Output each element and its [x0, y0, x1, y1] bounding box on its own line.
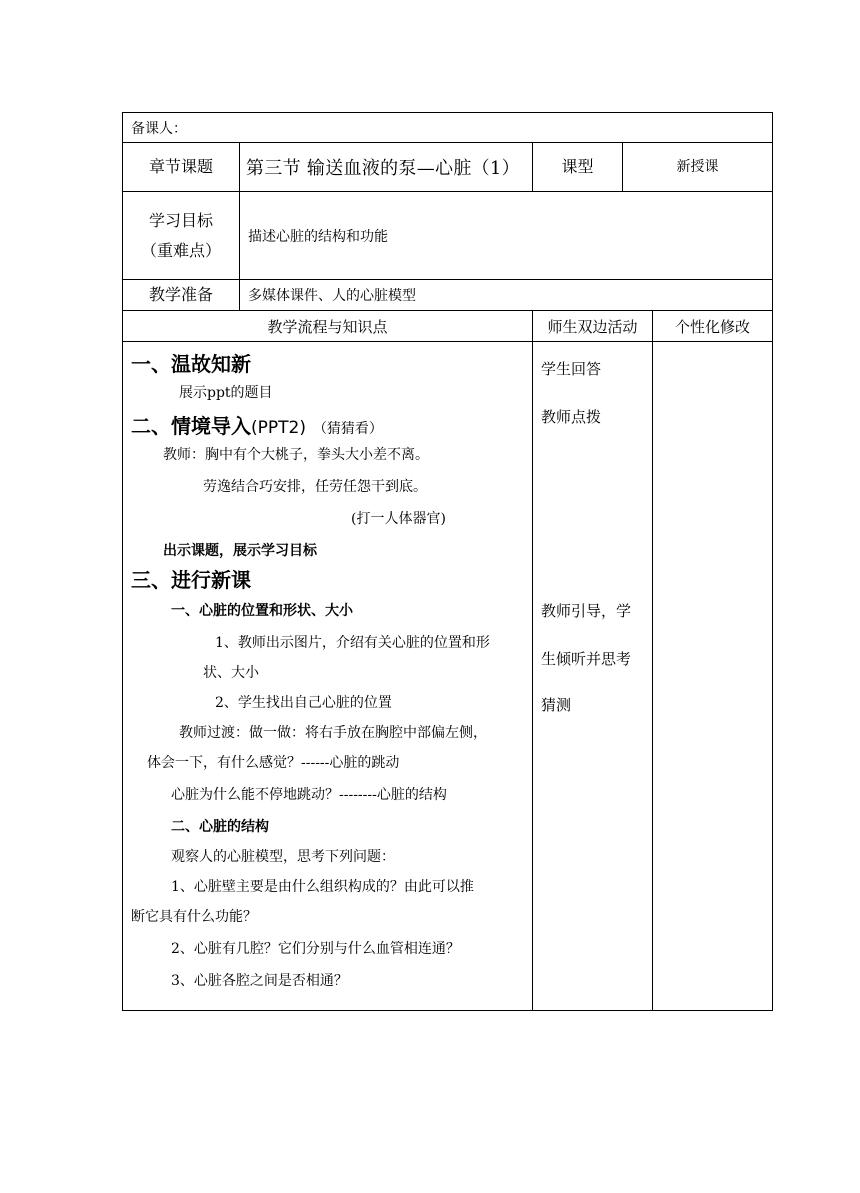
subsection-1-point-1b: 状、大小: [203, 665, 259, 681]
transition-line-a: 教师过渡：做一做：将右手放在胸腔中部偏左侧，: [179, 725, 487, 741]
question-3: 3、心脏各腔之间是否相通？: [171, 973, 348, 989]
transition-line-b: 体会一下，有什么感觉？------心脏的跳动: [147, 755, 400, 771]
activity-cell: [533, 342, 653, 1011]
header-modify: 个性化修改: [653, 311, 773, 342]
riddle-answer: (打一人体器官): [351, 511, 446, 527]
why-beat-line: 心脏为什么能不停地跳动？--------心脏的结构: [171, 787, 447, 803]
section-2-heading: [131, 410, 383, 439]
activity-line-5: 猜测: [541, 696, 572, 714]
observe-line: 观察人的心脏模型，思考下列问题：: [171, 849, 395, 865]
question-2: 2、心脏有几腔？它们分别与什么血管相连通？: [171, 941, 460, 957]
goal-label: 学习目标: [148, 210, 213, 230]
goal-label-cell: [123, 192, 240, 280]
subsection-1-title: 一、心脏的位置和形状、大小: [171, 603, 353, 619]
lesson-plan-table: [122, 112, 773, 1011]
section-2-ppt: (PPT2): [251, 418, 306, 438]
header-flow: 教学流程与知识点: [123, 311, 533, 342]
subsection-1-point-2: 2、学生找出自己心脏的位置: [215, 695, 392, 711]
riddle-line-2: 劳逸结合巧安排，任劳任怨干到底。: [203, 479, 427, 495]
activity-line-1: 学生回答: [541, 360, 602, 378]
chapter-label: 章节课题: [123, 143, 240, 192]
type-label: 课型: [533, 143, 623, 192]
prep-text: 多媒体课件、人的心脏模型: [240, 280, 773, 311]
section-3-title: 三、进行新课: [131, 568, 251, 592]
show-goal: 出示课题，展示学习目标: [163, 543, 317, 559]
section-1-title: 一、温故知新: [131, 352, 251, 376]
flow-cell: [123, 342, 533, 1011]
section-2-title: 二、情境导入: [131, 414, 251, 438]
section-1-line: 展示ppt的题目: [179, 385, 273, 401]
activity-line-2: 教师点拨: [541, 408, 602, 426]
activity-line-3: 教师引导，学: [541, 602, 632, 620]
header-activity: 师生双边活动: [533, 311, 653, 342]
preparer-label: 备课人：: [123, 113, 773, 143]
goal-sublabel: （重难点）: [140, 240, 221, 260]
modify-cell: [653, 342, 773, 1011]
type-value: 新授课: [623, 143, 773, 192]
activity-content: [533, 342, 652, 1010]
flow-content: [123, 342, 532, 1010]
prep-label: 教学准备: [123, 280, 240, 311]
riddle-line-1: 教师：胸中有个大桃子，拳头大小差不离。: [163, 447, 429, 463]
chapter-title: 第三节 输送血液的泵—心脏（1）: [240, 143, 533, 192]
subsection-1-point-1a: 1、教师出示图片，介绍有关心脏的位置和形: [215, 635, 490, 651]
subsection-2-title: 二、心脏的结构: [171, 819, 269, 835]
question-1a: 1、心脏壁主要是由什么组织构成的？由此可以推: [171, 879, 474, 895]
question-1b: 断它具有什么功能？: [131, 909, 257, 925]
activity-line-4: 生倾听并思考: [541, 650, 632, 668]
section-2-hint: （猜猜看）: [312, 421, 383, 437]
goal-text: 描述心脏的结构和功能: [240, 192, 773, 280]
